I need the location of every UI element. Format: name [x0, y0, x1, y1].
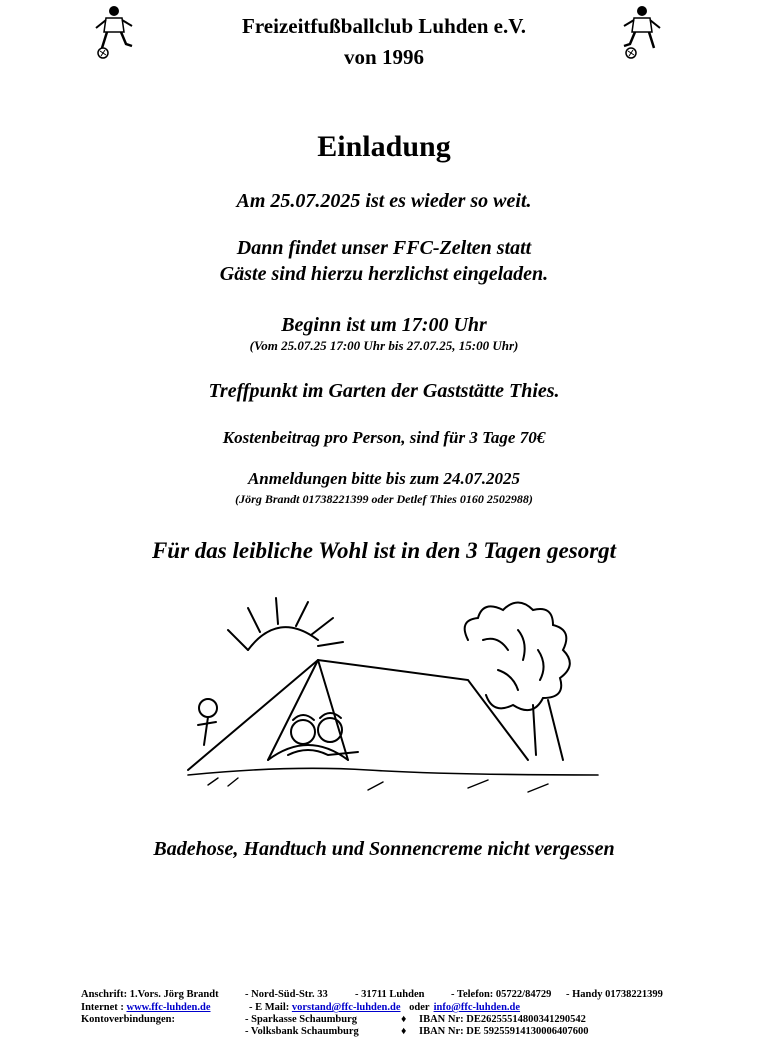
footer-iban-1: IBAN Nr: DE26255514800341290542: [419, 1014, 586, 1025]
footer-bank-1: - Sparkasse Schaumburg: [245, 1014, 358, 1025]
club-founding-year: von 1996: [344, 45, 424, 69]
footer-city: - 31711 Luhden: [355, 989, 425, 1000]
bullet-icon: ♦: [401, 1026, 407, 1037]
event-date-line: Am 25.07.2025 ist es wieder so weit.: [236, 190, 532, 212]
footer-bank-label: Kontoverbindungen:: [81, 1014, 175, 1025]
camping-tent-illustration: [168, 580, 608, 810]
period-line: (Vom 25.07.25 17:00 Uhr bis 27.07.25, 15:00 Uhr): [249, 338, 519, 353]
start-time-line: Beginn ist um 17:00 Uhr: [281, 314, 487, 336]
footer-bank-2: - Volksbank Schaumburg: [245, 1026, 359, 1037]
footer-email-label: - E Mail:: [249, 1002, 292, 1013]
footer-address-label: Anschrift: 1.Vors. Jörg Brandt: [81, 989, 219, 1000]
footer-phone: - Telefon: 05722/84729: [451, 989, 552, 1000]
contacts-line: (Jörg Brandt 01738221399 oder Detlef Thies 0160 2502988): [235, 492, 533, 506]
footer-internet: [81, 1002, 211, 1014]
footer-internet-label: Internet :: [81, 1002, 127, 1013]
email-link-vorstand[interactable]: vorstand@ffc-luhden.de: [291, 1002, 401, 1013]
registration-line: Anmeldungen bitte bis zum 24.07.2025: [247, 469, 521, 488]
event-line: Dann findet unser FFC-Zelten statt: [236, 237, 532, 259]
footer-iban-2: IBAN Nr: DE 59255914130006407600: [419, 1026, 589, 1037]
footer-email-or: oder: [409, 1002, 430, 1013]
reminder-line: Badehose, Handtuch und Sonnencreme nicht vergessen: [153, 838, 615, 860]
website-link[interactable]: www.ffc-luhden.de: [126, 1002, 211, 1013]
catering-line: Für das leibliche Wohl ist in den 3 Tagen gesorgt: [151, 538, 617, 563]
page-title: Einladung: [317, 130, 451, 163]
guests-line: Gäste sind hierzu herzlichst eingeladen.: [219, 263, 549, 285]
footer-email: [249, 1002, 520, 1014]
cost-line: Kostenbeitrag pro Person, sind für 3 Tage 70€: [222, 428, 546, 447]
club-name: Freizeitfußballclub Luhden e.V.: [242, 14, 526, 38]
footer-mobile: - Handy 01738221399: [566, 989, 663, 1000]
footer-street: - Nord-Süd-Str. 33: [245, 989, 328, 1000]
meeting-point-line: Treffpunkt im Garten der Gaststätte Thies.: [208, 380, 560, 402]
email-link-info[interactable]: info@ffc-luhden.de: [433, 1002, 521, 1013]
bullet-icon: ♦: [401, 1014, 407, 1025]
